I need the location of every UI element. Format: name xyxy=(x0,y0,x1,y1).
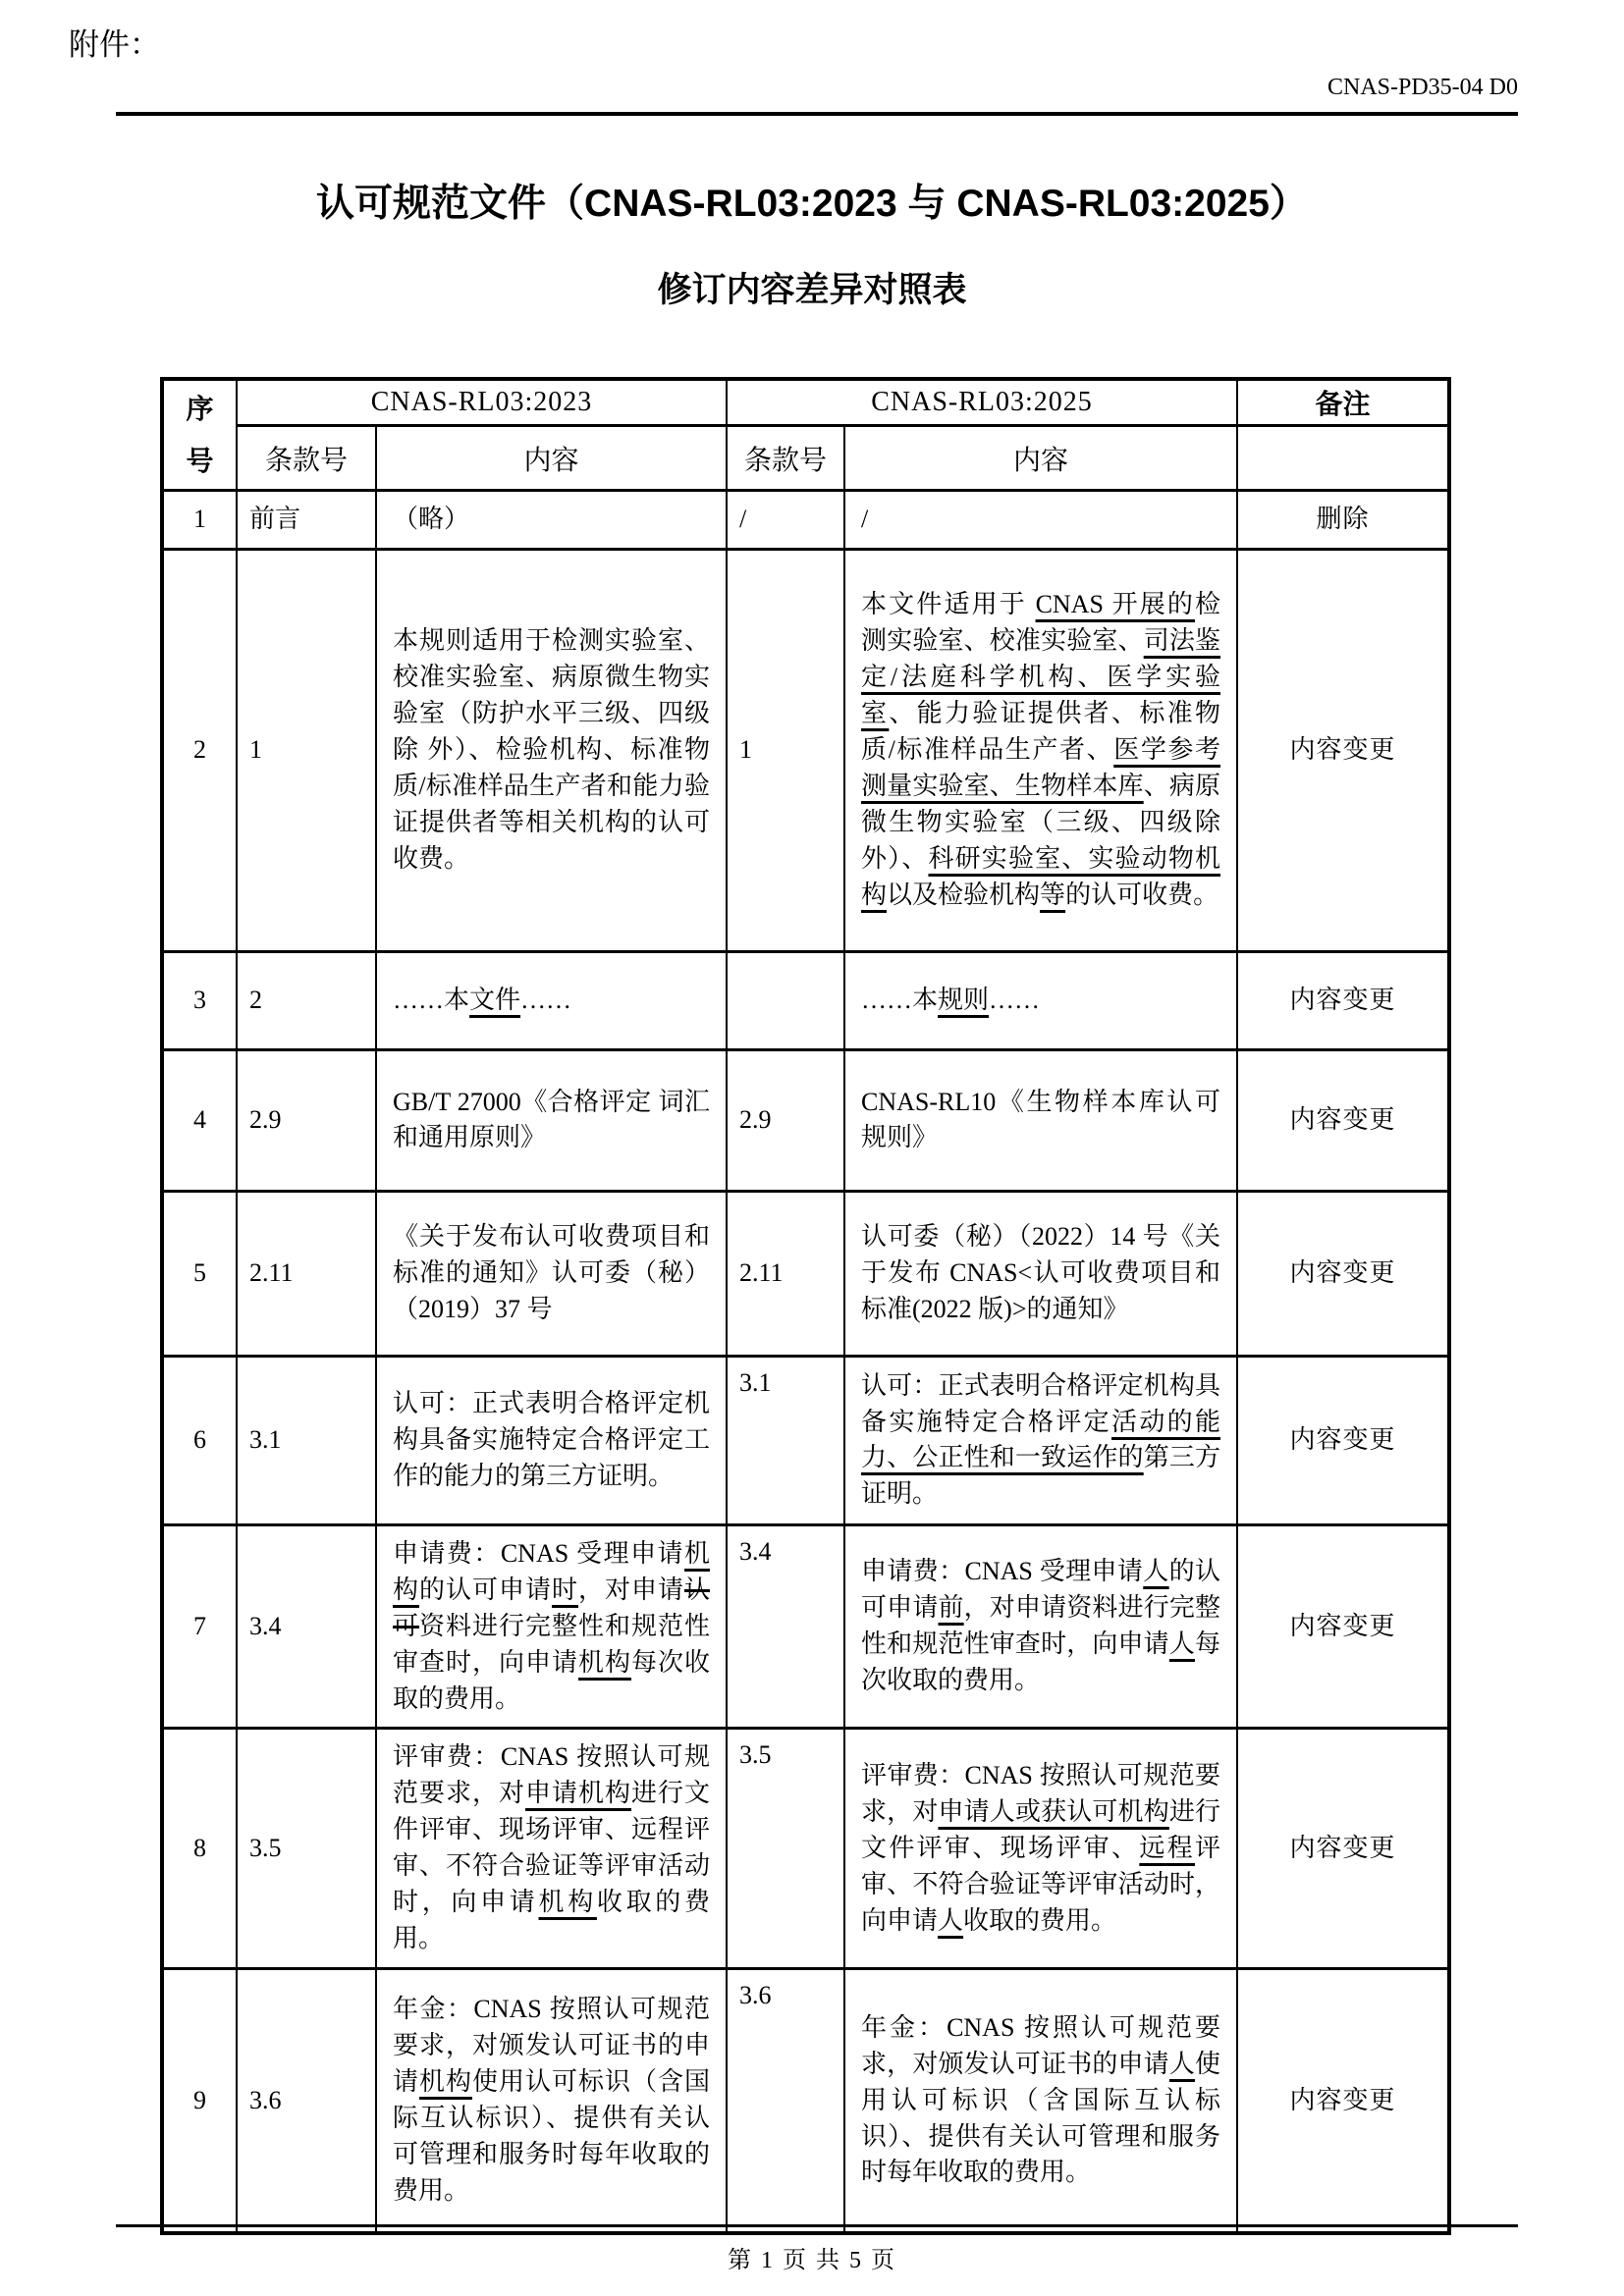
text-run: 2.9 xyxy=(739,1104,772,1134)
page-footer: 第 1 页 共 5 页 xyxy=(728,2248,896,2273)
diff-table-header xyxy=(162,379,1449,491)
clause-2023-cell xyxy=(237,1356,376,1524)
underlined-text: 文件 xyxy=(469,985,521,1014)
text-run: 2 xyxy=(193,734,206,764)
content-2023-cell xyxy=(376,491,727,550)
text-run: 内容变更 xyxy=(1289,985,1396,1014)
text-run: 5 xyxy=(193,1257,206,1287)
text-run: 的认可收费。 xyxy=(1065,880,1219,909)
remark-cell xyxy=(1237,1049,1449,1191)
underlined-text: 人 xyxy=(1143,1557,1169,1586)
underlined-text: 医学参考测量实验室、生物样本库 xyxy=(861,734,1221,800)
page-title: 认可规范文件（CNAS-RL03:2023 与 CNAS-RL03:2025） xyxy=(316,183,1308,225)
text-run: 收取的费用。 xyxy=(393,1888,710,1952)
text-run: 评审、不符合验证等评审活动时，向申请 xyxy=(861,1833,1221,1935)
underlined-text: 等 xyxy=(1040,880,1066,909)
text-run: 内容变更 xyxy=(1289,1424,1396,1454)
text-run: 删除 xyxy=(1316,505,1370,533)
seq-cell xyxy=(162,951,237,1049)
text-run: 使用认可标识（含国际互认标识）、提供有关认可管理和服务时每年收取的费用。 xyxy=(393,2067,711,2205)
text-run: 使用认可标识（含国际互认标识）、提供有关认可管理和服务时每年收取的费用。 xyxy=(861,2049,1221,2187)
clause-2025-cell xyxy=(727,549,844,951)
text-run: 年金：CNAS 按照认可规范要求，对颁发认可证书的申请 xyxy=(861,2012,1221,2078)
text-run: …… xyxy=(520,985,572,1014)
text-run: 本文件适用于 xyxy=(861,590,1036,619)
text-run: ……本 xyxy=(861,985,939,1014)
text-run: 检测实验室、校准实验室、 xyxy=(861,590,1221,656)
text-run: 内容变更 xyxy=(1289,1104,1396,1134)
text-run: 2 xyxy=(249,985,262,1014)
text-run: 1 xyxy=(193,505,206,533)
text-run: 进行文件评审、现场评审、 xyxy=(861,1796,1221,1862)
text-run: 认可：正式表明合格评定机构具备实施特定合格评定 xyxy=(861,1370,1221,1436)
remark-cell xyxy=(1237,1968,1449,2233)
content-2025-cell xyxy=(844,549,1237,951)
clause-2023-cell xyxy=(237,549,376,951)
header-clause-2025: 条款号 xyxy=(727,426,844,491)
table-row xyxy=(162,1524,1449,1729)
underlined-text: 申请人或获认可机构 xyxy=(938,1796,1169,1826)
seq-cell xyxy=(162,491,237,550)
text-run: 的认可申请 xyxy=(861,1557,1221,1623)
text-run: 评审费：CNAS 按照认可规范要求，对 xyxy=(393,1742,711,1808)
clause-2023-cell xyxy=(237,1968,376,2233)
text-run: 3.1 xyxy=(739,1367,772,1397)
text-run: 进行文件评审、现场评审、远程评审、不符合验证等评审活动时，向申请 xyxy=(393,1779,711,1917)
underlined-text: 人 xyxy=(1168,1629,1195,1659)
text-run: 本规则适用于检测实验室、校准实验室、病原微生物实验室（防护水平三级、四级除 外）、检验机构、标准物质/标准样品生产者和能力验证提供者等相关机构的认可收费。 xyxy=(393,626,711,873)
table-row xyxy=(162,951,1449,1049)
header-group-2025: CNAS-RL03:2025 xyxy=(727,379,1237,426)
content-2025-cell xyxy=(844,1729,1237,1968)
text-run: 的认可申请 xyxy=(419,1575,552,1604)
clause-2023-cell xyxy=(237,491,376,550)
text-run: 前言 xyxy=(249,505,301,533)
clause-2025-cell xyxy=(727,951,844,1049)
text-run: 《关于发布认可收费项目和标准的通知》认可委（秘）（2019）37 号 xyxy=(393,1222,711,1323)
content-2025-cell xyxy=(844,1191,1237,1356)
deleted-text: 认可 xyxy=(393,1575,710,1640)
seq-cell xyxy=(162,1191,237,1356)
text-run: 3.5 xyxy=(739,1740,772,1770)
text-run: 3.5 xyxy=(249,1833,282,1862)
content-2023-cell xyxy=(376,1968,727,2233)
remark-cell xyxy=(1237,549,1449,951)
seq-cell xyxy=(162,1049,237,1191)
text-run: 4 xyxy=(193,1104,206,1134)
clause-2025-cell xyxy=(727,1356,844,1524)
underlined-text: 规则 xyxy=(938,985,990,1014)
text-run: GB/T 27000《合格评定 词汇和通用原则》 xyxy=(393,1087,711,1152)
clause-2023-cell xyxy=(237,951,376,1049)
remark-cell xyxy=(1237,491,1449,550)
header-content-2025: 内容 xyxy=(844,426,1237,491)
clause-2025-cell xyxy=(727,491,844,550)
underlined-text: 机构 xyxy=(538,1888,597,1917)
header-rule xyxy=(116,112,1518,116)
remark-cell xyxy=(1237,1524,1449,1729)
text-run: 申请费：CNAS 受理申请 xyxy=(861,1557,1144,1586)
header-group-row xyxy=(162,379,1449,426)
text-run: 3 xyxy=(193,985,206,1014)
text-run: 3.6 xyxy=(739,1980,772,2009)
text-run: 年金：CNAS 按照认可规范要求，对颁发认可证书的申请 xyxy=(393,1995,711,2097)
table-row xyxy=(162,491,1449,550)
table-row xyxy=(162,1968,1449,2233)
text-run: 每次收取的费用。 xyxy=(393,1647,710,1713)
text-run: 9 xyxy=(193,2085,206,2114)
table-row xyxy=(162,549,1449,951)
underlined-text: 申请机构 xyxy=(525,1779,631,1808)
content-2023-cell xyxy=(376,951,727,1049)
seq-cell xyxy=(162,1729,237,1968)
content-2025-cell xyxy=(844,1524,1237,1729)
text-run: 2.9 xyxy=(249,1104,282,1134)
text-run: 第三方证明。 xyxy=(861,1443,1221,1509)
header-group-2023: CNAS-RL03:2023 xyxy=(237,379,727,426)
header-remark-empty xyxy=(1237,426,1449,491)
text-run: 内容变更 xyxy=(1289,1611,1396,1640)
underlined-text: 机构 xyxy=(419,2067,472,2097)
clause-2023-cell xyxy=(237,1524,376,1729)
attachment-label: 附件： xyxy=(69,27,160,62)
underlined-text: 活动的能力、公正性和一致运作的 xyxy=(861,1407,1221,1472)
text-run: 认可：正式表明合格评定机构具备实施特定合格评定工作的能力的第三方证明。 xyxy=(393,1389,711,1490)
header-clause-2023: 条款号 xyxy=(237,426,376,491)
text-run: 评审费：CNAS 按照认可规范要求，对 xyxy=(861,1760,1221,1826)
text-run: 收取的费用。 xyxy=(963,1905,1117,1935)
content-2023-cell xyxy=(376,1191,727,1356)
text-run: 2.11 xyxy=(739,1257,784,1287)
text-run: 6 xyxy=(193,1424,206,1454)
seq-cell xyxy=(162,549,237,951)
text-run: ，对申请资料进行完整性和规范性审查时，向申请 xyxy=(861,1593,1221,1659)
underlined-text: 时 xyxy=(551,1575,578,1604)
content-2023-cell xyxy=(376,1524,727,1729)
content-2023-cell xyxy=(376,549,727,951)
underlined-text: 人 xyxy=(1168,2049,1195,2078)
remark-cell xyxy=(1237,1356,1449,1524)
content-2025-cell xyxy=(844,1356,1237,1524)
text-run: …… xyxy=(989,985,1041,1014)
remark-cell xyxy=(1237,1729,1449,1968)
text-run: 每次收取的费用。 xyxy=(861,1629,1221,1695)
text-run: 内容变更 xyxy=(1289,734,1396,764)
underlined-text: 机构 xyxy=(577,1647,631,1677)
header-content-2023: 内容 xyxy=(376,426,727,491)
text-run: ，对申请 xyxy=(577,1575,684,1604)
content-2023-cell xyxy=(376,1729,727,1968)
text-run: 内容变更 xyxy=(1289,1833,1396,1862)
content-2023-cell xyxy=(376,1049,727,1191)
content-2025-cell xyxy=(844,951,1237,1049)
text-run: 以及检验机构 xyxy=(887,880,1041,909)
text-run: 申请费：CNAS 受理申请 xyxy=(393,1538,684,1568)
text-run: 3.4 xyxy=(739,1536,772,1566)
text-run: ……本 xyxy=(393,985,470,1014)
underlined-text: 远程 xyxy=(1139,1833,1195,1862)
content-2025-cell xyxy=(844,1049,1237,1191)
table-row xyxy=(162,1049,1449,1191)
underlined-text: 科研实验室、实验动物机构 xyxy=(861,843,1221,909)
page-subtitle: 修订内容差异对照表 xyxy=(657,271,967,309)
clause-2025-cell xyxy=(727,1729,844,1968)
underlined-text: CNAS 开展的 xyxy=(1035,590,1196,619)
table-row xyxy=(162,1356,1449,1524)
text-run: 2.11 xyxy=(249,1257,294,1287)
diff-table-body xyxy=(162,491,1449,2234)
text-run: 认可委（秘）（2022）14 号《关于发布 CNAS<认可收费项目和标准(2022 版)>的通知》 xyxy=(861,1222,1221,1323)
table-row xyxy=(162,1729,1449,1968)
text-run: 3.1 xyxy=(249,1424,282,1454)
diff-table xyxy=(160,377,1451,2235)
header-sub-row xyxy=(162,426,1449,491)
seq-cell xyxy=(162,1968,237,2233)
content-2025-cell xyxy=(844,491,1237,550)
clause-2023-cell xyxy=(237,1049,376,1191)
text-run: 1 xyxy=(739,734,753,764)
underlined-text: 司法鉴定/法庭科学机构、医学实验室 xyxy=(861,626,1221,728)
text-run: 1 xyxy=(249,734,262,764)
text-run: 8 xyxy=(193,1833,206,1862)
footer-rule xyxy=(116,2224,1518,2227)
clause-2025-cell xyxy=(727,1524,844,1729)
text-run: CNAS-RL10《生物样本库认可规则》 xyxy=(861,1087,1221,1152)
content-2025-cell xyxy=(844,1968,1237,2233)
text-run: 资料进行完整性和规范性审查时，向申请 xyxy=(393,1611,710,1677)
text-run: 7 xyxy=(193,1611,206,1640)
text-run: 内容变更 xyxy=(1289,2085,1396,2114)
remark-cell xyxy=(1237,1191,1449,1356)
clause-2025-cell xyxy=(727,1191,844,1356)
underlined-text: 机构 xyxy=(393,1538,711,1604)
clause-2025-cell xyxy=(727,1049,844,1191)
header-seq: 序号 xyxy=(162,379,237,491)
clause-2023-cell xyxy=(237,1729,376,1968)
seq-cell xyxy=(162,1356,237,1524)
clause-2025-cell xyxy=(727,1968,844,2233)
text-run: （略） xyxy=(393,505,470,533)
text-run: 、能力验证提供者、标准物质/标准样品生产者、 xyxy=(861,699,1221,764)
text-run: / xyxy=(739,505,747,533)
text-run: 、病原微生物实验室（三级、四级除外）、 xyxy=(861,771,1221,873)
seq-cell xyxy=(162,1524,237,1729)
content-2023-cell xyxy=(376,1356,727,1524)
text-run: 内容变更 xyxy=(1289,1257,1396,1287)
underlined-text: 前 xyxy=(938,1593,964,1623)
clause-2023-cell xyxy=(237,1191,376,1356)
table-row xyxy=(162,1191,1449,1356)
header-remark: 备注 xyxy=(1237,379,1449,426)
text-run: / xyxy=(861,505,869,533)
doc-code: CNAS-PD35-04 D0 xyxy=(1326,75,1518,100)
underlined-text: 人 xyxy=(938,1905,964,1935)
text-run: 3.6 xyxy=(249,2085,282,2114)
remark-cell xyxy=(1237,951,1449,1049)
text-run: 3.4 xyxy=(249,1611,282,1640)
